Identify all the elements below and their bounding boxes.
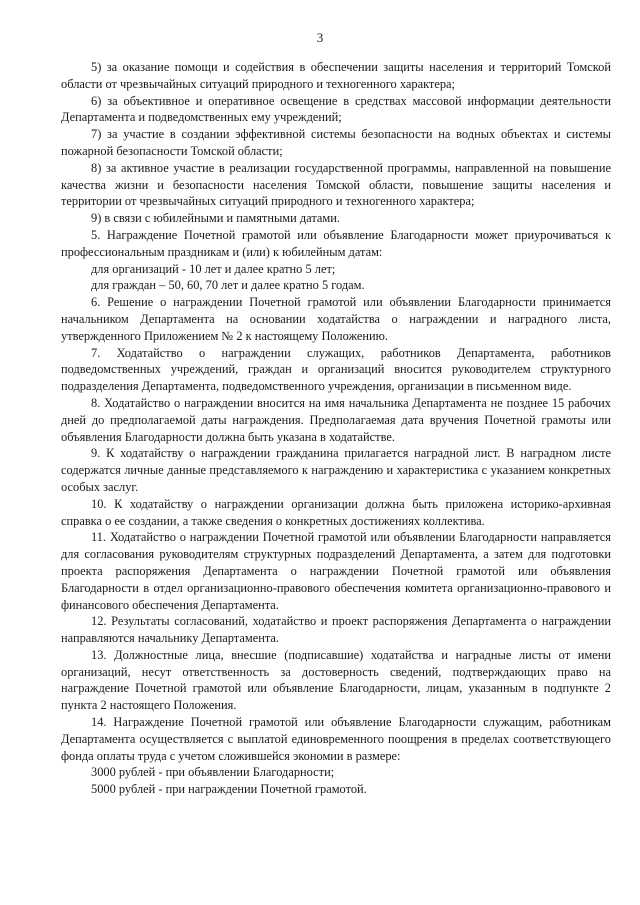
paragraph-item-9: 9) в связи с юбилейными и памятными датами.: [91, 211, 340, 226]
paragraph-reward-gratitude: 3000 рублей - при объявлении Благодарности;: [91, 765, 335, 780]
paragraph-item-6: 6) за объективное и оперативное освещение в средствах массовой информации деятельности Департамента и подведомственных ему учреждений;: [61, 93, 611, 125]
paragraph-reward-certificate: 5000 рублей - при награждении Почетной грамотой.: [91, 782, 367, 797]
paragraph-section-7: 7. Ходатайство о награждении служащих, работников Департамента, работников подведомственных учреждений, граждан и организаций вносится руководителем структурного подразделения Департамента, подведомственного учреждения, организации в письменном виде.: [61, 345, 611, 394]
paragraph-section-8: 8. Ходатайство о награждении вносится на имя начальника Департамента не позднее 15 рабочих дней до предполагаемой даты награждения. Предполагаемая дата вручения Почетной грамоты или объявления Благодарности должна быть указана в ходатайстве.: [61, 395, 611, 444]
paragraph-section-5: 5. Награждение Почетной грамотой или объявление Благодарности может приурочиваться к профессиональным праздникам и (или) к юбилейным датам:: [61, 227, 611, 259]
paragraph-item-7: 7) за участие в создании эффективной системы безопасности на водных объектах и системы пожарной безопасности Томской области;: [61, 127, 611, 158]
paragraph-section-9: 9. К ходатайству о награждении гражданина прилагается наградной лист. В наградном листе содержатся личные данные представляемого к награждению и характеристика с указанием конкретных особых заслуг.: [61, 446, 611, 494]
paragraph-section-11: 11. Ходатайство о награждении Почетной грамотой или объявлении Благодарности направляется для согласования руководителям структурных подразделений Департамента, а затем для подготовки проекта распоряжения Департамента о награждении Почетной грамотой или объявления Благодарности в отдел организационно-правового обеспечения комитета организационно-правового и финансового обеспечения Департамента.: [61, 530, 611, 612]
paragraph-section-14: 14. Награждение Почетной грамотой или объявление Благодарности служащим, работникам Департамента осуществляется с выплатой единовременного поощрения в пределах соответствующего фонда оплаты труда с учетом сложившейся экономии в размере:: [61, 715, 611, 763]
paragraph-section-10: 10. К ходатайству о награждении организации должна быть приложена историко-архивная справка о ее создании, а также сведения о конкретных достижениях коллектива.: [61, 496, 611, 528]
paragraph-section-12: 12. Результаты согласований, ходатайство и проект распоряжения Департамента о награждении направляются начальнику Департамента.: [61, 614, 611, 646]
paragraph-section-13: 13. Должностные лица, внесшие (подписавшие) ходатайства и наградные листы от имени организаций, несут ответственность за достоверность сведений, подтверждающих право на награждение Почетной грамотой или объявление Благодарности, лицам, указанным в подпункте 2 пункта 2 настоящего Положения.: [61, 647, 611, 713]
paragraph-section-6: 6. Решение о награждении Почетной грамотой или объявлении Благодарности принимается начальником Департамента на основании ходатайства о награждении и наградного листа, утвержденного Приложением № 2 к настоящему Положению.: [61, 295, 611, 343]
page-number: 3: [316, 30, 324, 45]
paragraph-organizations-anniversary: для организаций - 10 лет и далее кратно 5 лет;: [91, 261, 336, 276]
paragraph-item-8: 8) за активное участие в реализации государственной программы, направленной на повышение качества жизни и безопасности населения Томской области, повышение защиты населения и территории от чрезвычайных ситуаций природного и техногенного характера;: [61, 160, 611, 209]
paragraph-citizens-anniversary: для граждан – 50, 60, 70 лет и далее кратно 5 годам.: [91, 278, 365, 293]
document-body: [61, 59, 611, 798]
paragraph-item-5: 5) за оказание помощи и содействия в обеспечении защиты населения и территорий Томской области от чрезвычайных ситуаций природного и техногенного характера;: [61, 60, 611, 91]
